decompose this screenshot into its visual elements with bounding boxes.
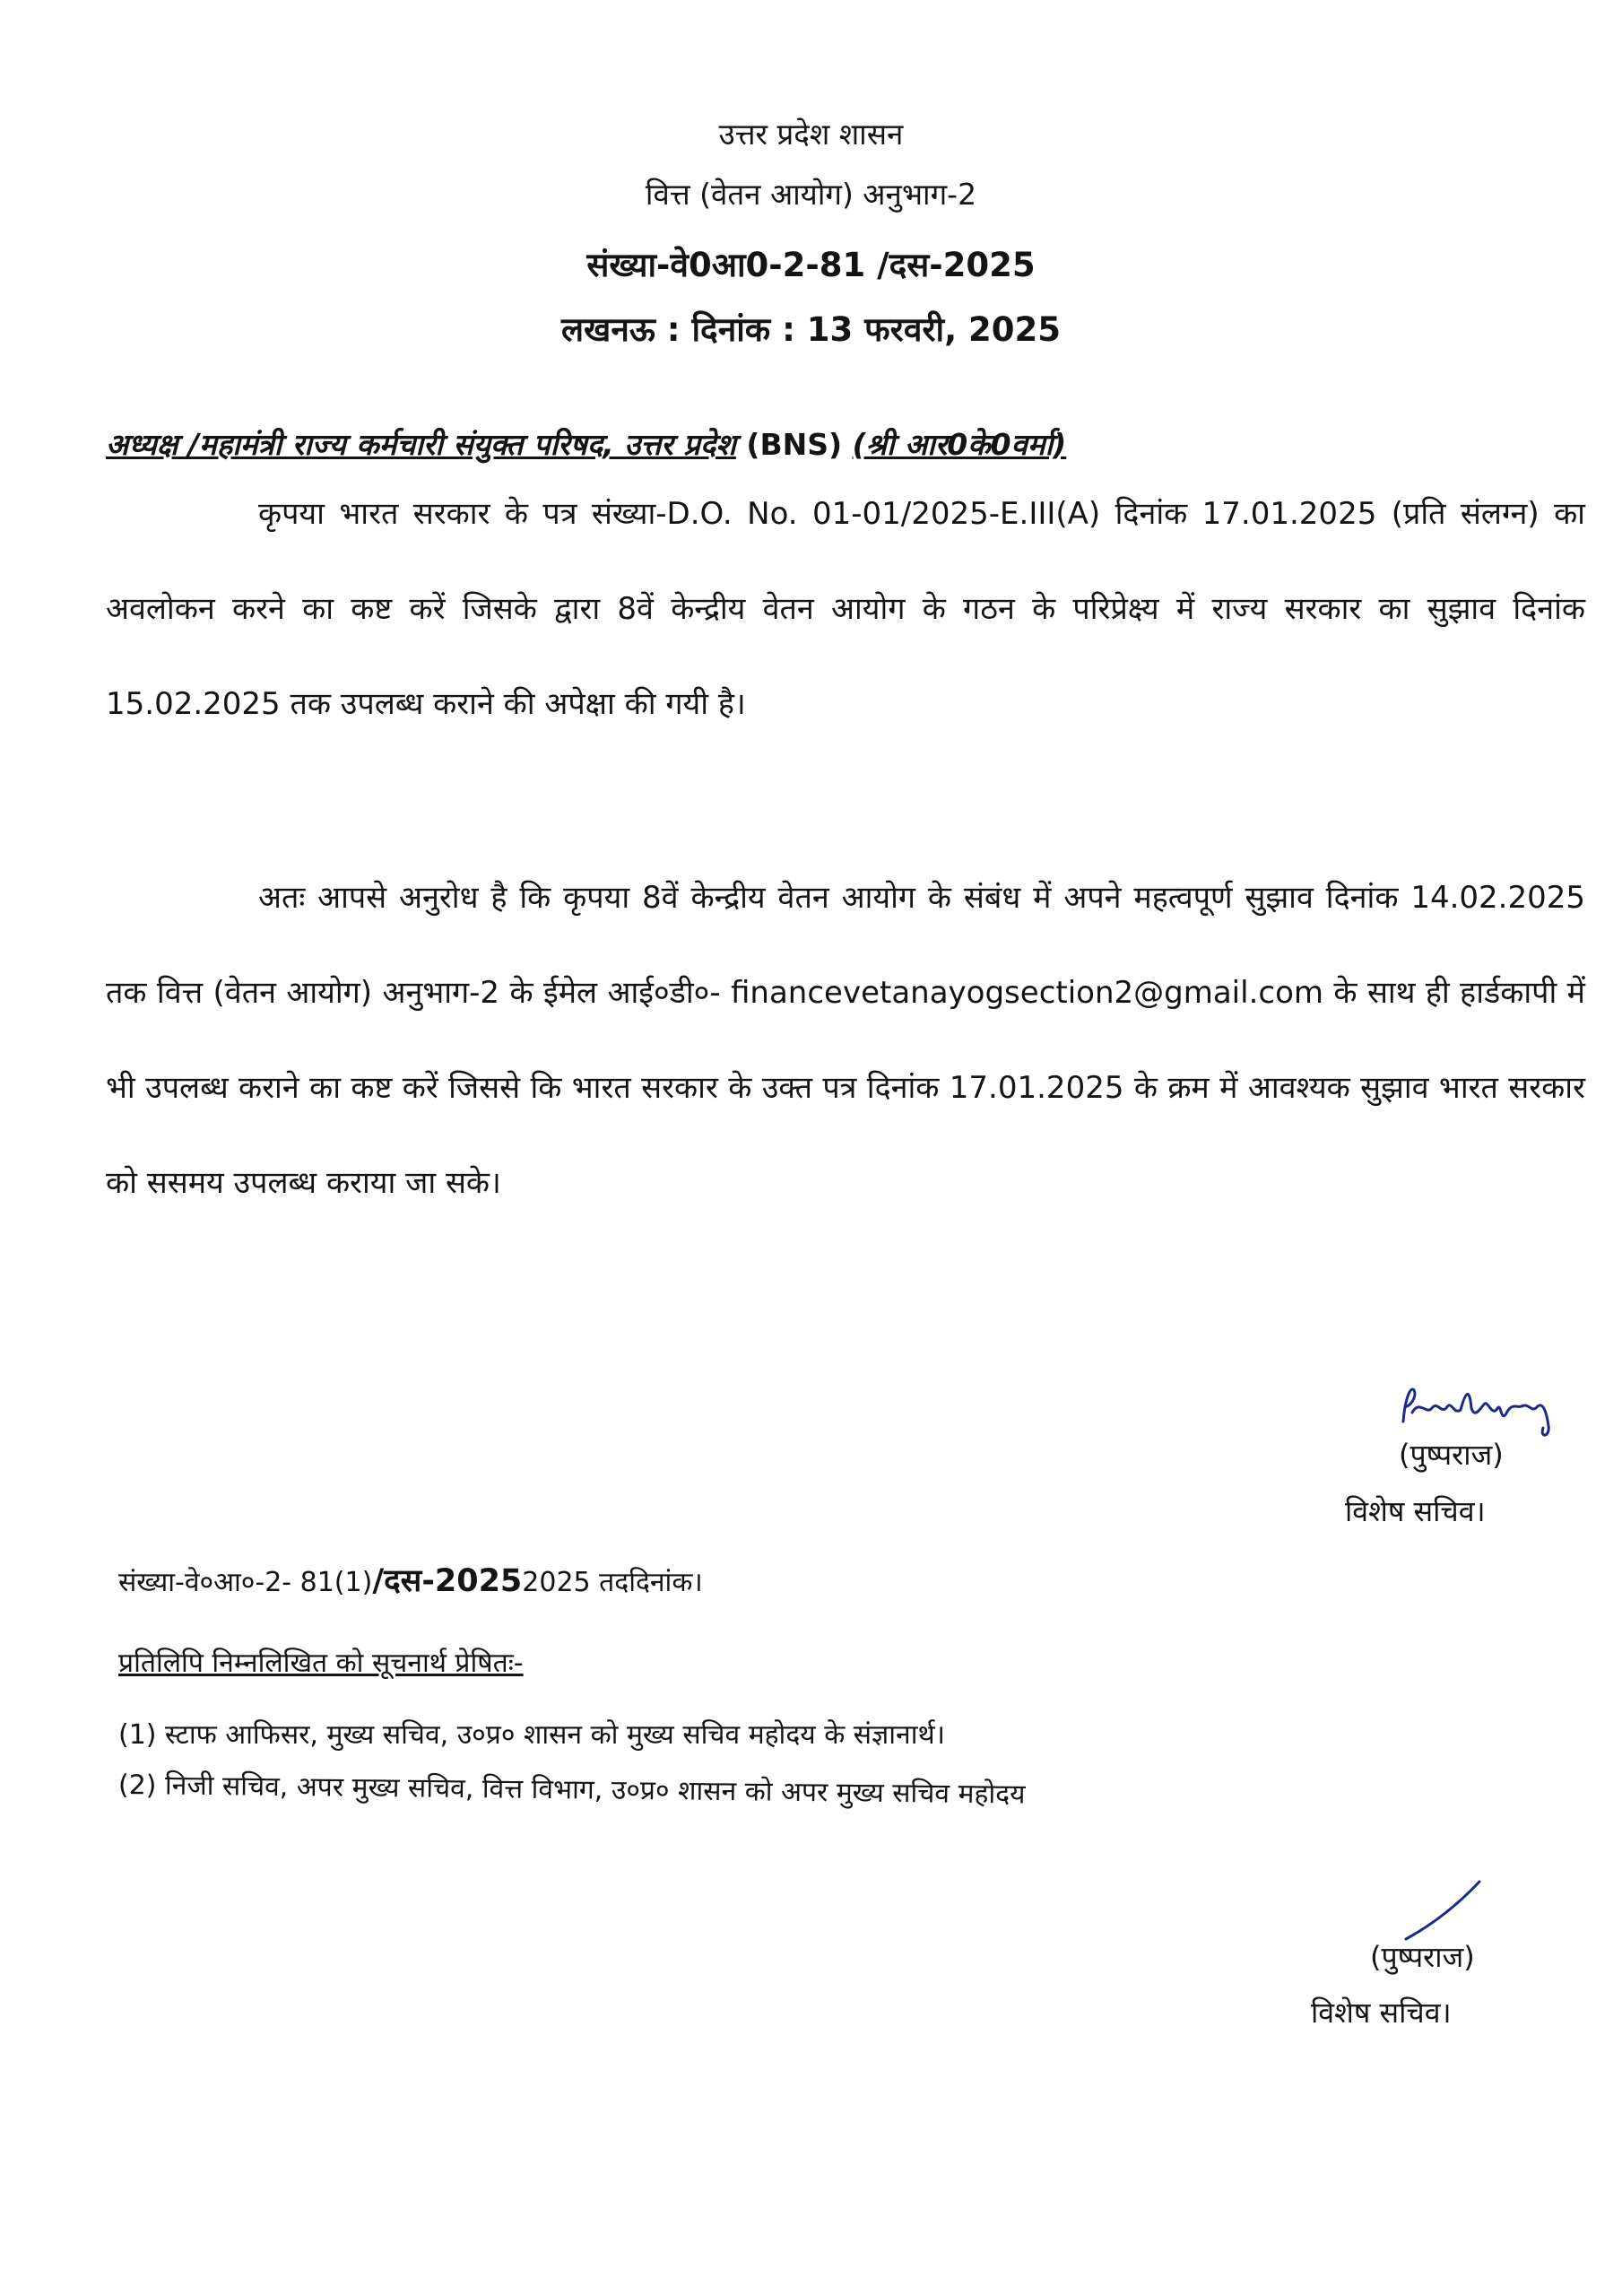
copy-item-1: (1) स्टाफ आफिसर, मुख्य सचिव, उ०प्र० शासन को मुख्य सचिव महोदय के संज्ञानार्थ। bbox=[118, 1719, 946, 1751]
place-date: लखनऊ : दिनांक : 13 फरवरी, 2025 bbox=[560, 310, 1062, 349]
addressee bbox=[106, 423, 1066, 464]
signature-scribble bbox=[1394, 1372, 1574, 1444]
reference-number bbox=[118, 1559, 703, 1601]
reference-prefix: संख्या-वे०आ०-2- 81(1) bbox=[118, 1567, 373, 1598]
signatory-designation: विशेष सचिव। bbox=[1345, 1494, 1486, 1528]
body-paragraph-1: कृपया भारत सरकार के पत्र संख्या-D.O. No. 01-01/2025-E.III(A) दिनांक 17.01.2025 (प्रति संलग्न) का अवलोकन करने का कष्ट करें जिसके द्वारा 8वें केन्द्रीय वेतन आयोग के गठन के परिप्रेक्ष्य में राज्य सरकार का सुझाव दिनांक 15.02.2025 तक उपलब्ध कराने की अपेक्षा की गयी है। bbox=[106, 496, 1585, 722]
govt-name: उत्तर प्रदेश शासन bbox=[718, 117, 904, 152]
copy-item-2: (2) निजी सचिव, अपर मुख्य सचिव, वित्त विभाग, उ०प्र० शासन को अपर मुख्य सचिव महोदय bbox=[117, 1770, 1026, 1811]
addressee-title: अध्यक्ष /महामंत्री राज्य कर्मचारी संयुक्त परिषद, उत्तर प्रदेश bbox=[106, 427, 736, 462]
signature-text: Pushpraj bbox=[1394, 1372, 1399, 1373]
copy-heading: प्रतिलिपि निम्नलिखित को सूचनार्थ प्रेषितः- bbox=[118, 1648, 524, 1679]
letter-number: संख्या-वे0आ0-2-81 /दस-2025 bbox=[586, 246, 1036, 284]
signatory-2-name: (पुष्पराज) bbox=[1370, 1940, 1475, 1974]
signatory-name: (पुष्पराज) bbox=[1399, 1438, 1504, 1472]
reference-suffix: 2025 तददिनांक। bbox=[522, 1567, 703, 1598]
signature-mark bbox=[1399, 1874, 1497, 1946]
body-paragraph-2: अतः आपसे अनुरोध है कि कृपया 8वें केन्द्रीय वेतन आयोग के संबंध में अपने महत्वपूर्ण सुझाव दिनांक 14.02.2025 तक वित्त (वेतन आयोग) अनुभाग-2 के ईमेल आई०डी०- financevetanayogsection2@gmail.com के साथ ही हार्डकापी में भी उपलब्ध कराने का कष्ट करें जिससे कि भारत सरकार के उक्त पत्र दिनांक 17.01.2025 के क्रम में आवश्यक सुझाव भारत सरकार को ससमय उपलब्ध कराया जा सके। bbox=[106, 880, 1585, 1201]
department-name: वित्त (वेतन आयोग) अनुभाग-2 bbox=[645, 177, 977, 212]
signatory-2-designation: विशेष सचिव। bbox=[1311, 1996, 1452, 2030]
reference-bold: /दस-2025 bbox=[372, 1563, 523, 1599]
addressee-org: (BNS) bbox=[746, 427, 843, 462]
addressee-person: (श्री आर0के0वर्मा) bbox=[852, 427, 1067, 462]
